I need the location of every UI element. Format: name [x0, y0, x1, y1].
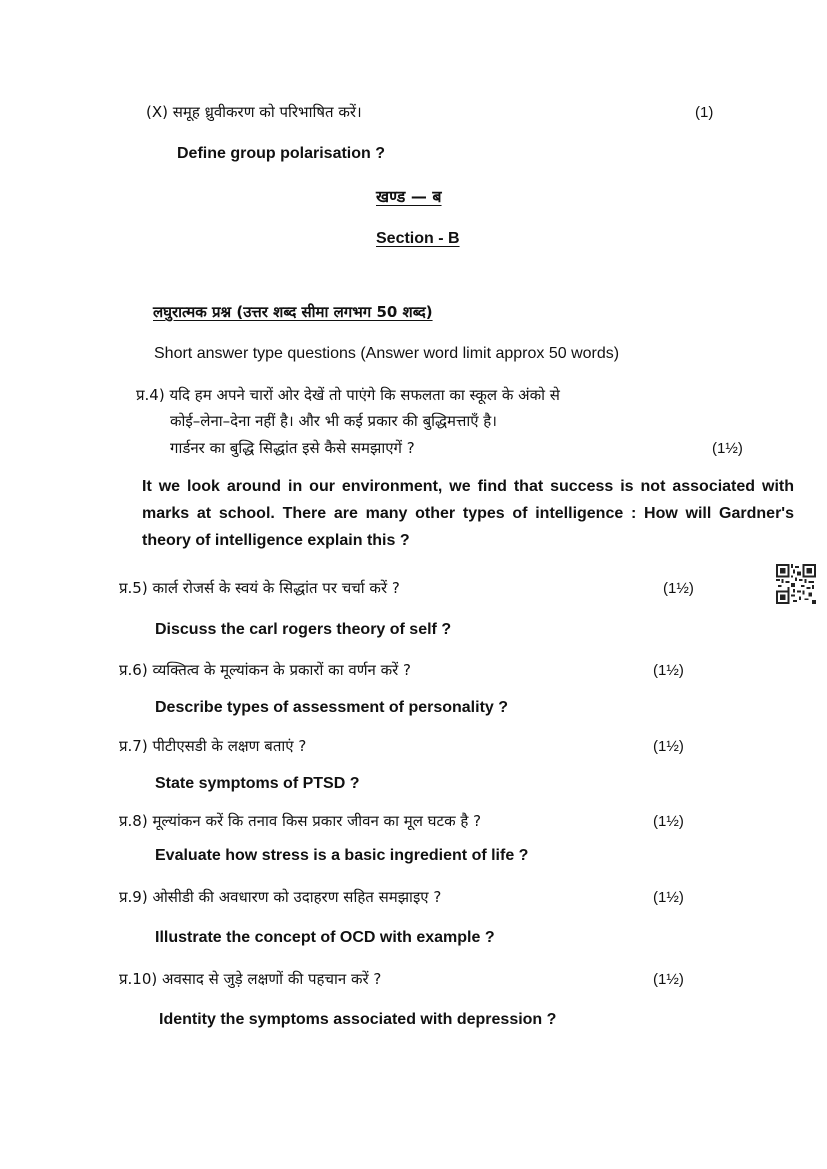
- question-7-hindi: प्र.7) पीटीएसडी के लक्षण बताएं ?: [119, 737, 307, 755]
- question-10-hindi: प्र.10) अवसाद से जुड़े लक्षणों की पहचान करें ?: [119, 970, 382, 988]
- section-heading-hindi: खण्ड — ब: [376, 187, 442, 206]
- instructions-english: Short answer type questions (Answer word limit approx 50 words): [154, 345, 620, 362]
- question-x-hindi: (X) समूह ध्रुवीकरण को परिभाषित करें।: [146, 103, 362, 121]
- question-4-hindi-line-3: गार्डनर का बुद्धि सिद्धांत इसे कैसे समझाएगें ?: [170, 439, 415, 457]
- question-9-english: Illustrate the concept of OCD with example ?: [155, 929, 495, 946]
- question-5-hindi: प्र.5) कार्ल रोजर्स के स्वयं के सिद्धांत पर चर्चा करें ?: [119, 579, 400, 597]
- question-5-marks: (1½): [663, 580, 694, 597]
- question-4-marks: (1½): [712, 440, 743, 457]
- question-8-marks: (1½): [653, 813, 684, 830]
- question-8-hindi: प्र.8) मूल्यांकन करें कि तनाव किस प्रकार जीवन का मूल घटक है ?: [119, 812, 482, 830]
- question-4-english: It we look around in our environment, we find that success is not associated with marks at school. There are many other types of intelligence : How will Gardner's theory of intelligence explain this ?: [142, 478, 794, 549]
- qr-code-icon: [776, 564, 816, 604]
- question-10-english: Identity the symptoms associated with depression ?: [159, 1011, 557, 1028]
- question-9-hindi: प्र.9) ओसीडी की अवधारण को उदाहरण सहित समझाइए ?: [119, 888, 442, 906]
- section-heading-english: Section - B: [376, 230, 460, 247]
- question-6-english: Describe types of assessment of personality ?: [155, 699, 509, 716]
- question-4-hindi-line-2: कोई–लेना–देना नहीं है। और भी कई प्रकार की बुद्धिमत्ताएँ है।: [170, 412, 497, 430]
- question-x-english: Define group polarisation ?: [177, 145, 386, 162]
- question-7-marks: (1½): [653, 738, 684, 755]
- question-4-hindi-line-1: प्र.4) यदि हम अपने चारों ओर देखें तो पाएंगे कि सफलता का स्कूल के अंको से: [136, 386, 560, 404]
- question-6-marks: (1½): [653, 662, 684, 679]
- question-x-marks: (1): [695, 104, 714, 121]
- question-9-marks: (1½): [653, 889, 684, 906]
- question-5-english: Discuss the carl rogers theory of self ?: [155, 621, 452, 638]
- question-6-hindi: प्र.6) व्यक्तित्व के मूल्यांकन के प्रकारों का वर्णन करें ?: [119, 661, 412, 679]
- question-7-english: State symptoms of PTSD ?: [155, 775, 360, 792]
- question-8-english: Evaluate how stress is a basic ingredient of life ?: [155, 847, 529, 864]
- instructions-hindi: लघुरात्मक प्रश्न (उत्तर शब्द सीमा लगभग 50 शब्द): [153, 303, 433, 321]
- question-10-marks: (1½): [653, 971, 684, 988]
